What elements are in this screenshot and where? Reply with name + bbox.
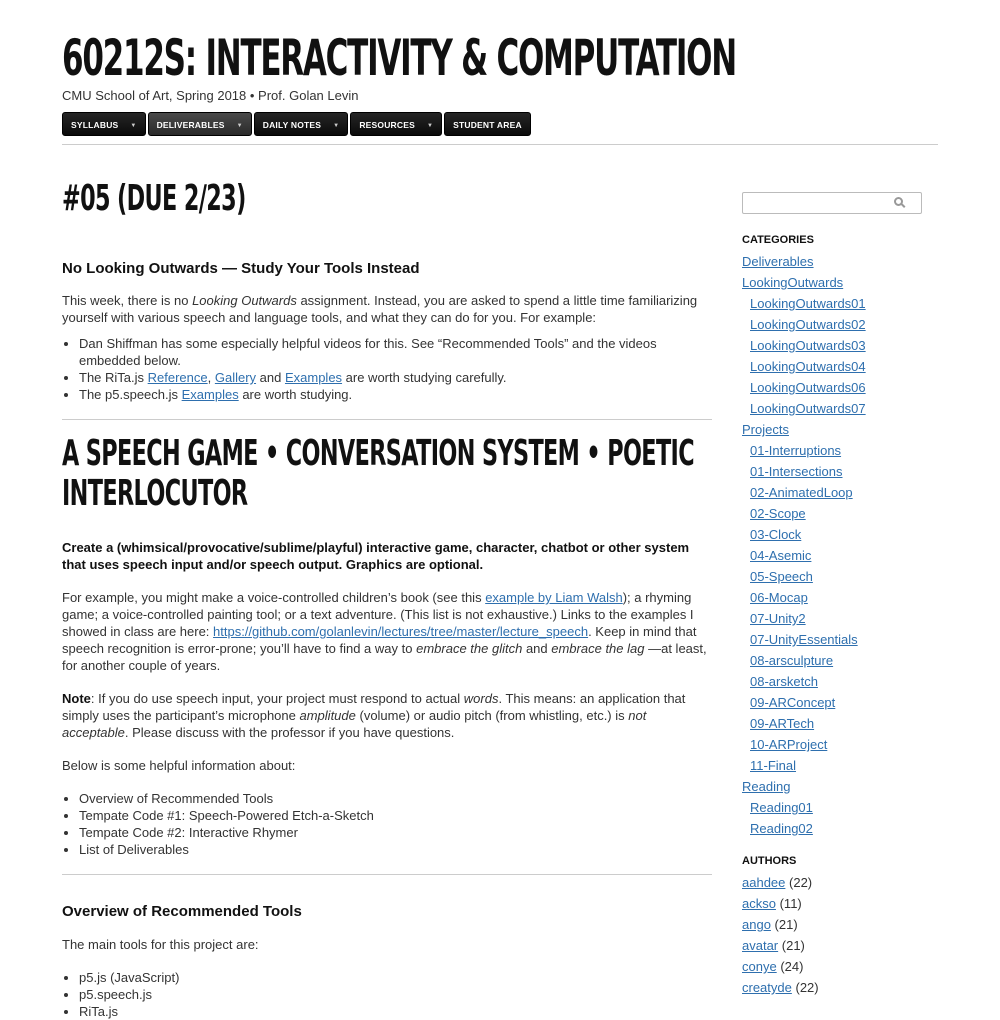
nav-label: DAILY NOTES	[262, 120, 322, 130]
contents-list	[62, 790, 712, 858]
category-link[interactable]: 05-Speech	[750, 569, 813, 584]
text: are worth studying.	[238, 387, 353, 402]
category-item	[742, 356, 942, 377]
search-input[interactable]	[742, 192, 922, 214]
category-link[interactable]: LookingOutwards03	[750, 338, 866, 353]
text: The p5.speech.js	[79, 387, 182, 402]
author-post-count: (22)	[789, 875, 813, 890]
list-item: • Tempate Code #1: Speech-Powered Etch-a-Sketch	[79, 807, 712, 824]
category-item	[742, 419, 942, 440]
category-item	[742, 377, 942, 398]
category-link[interactable]: Reading02	[750, 821, 813, 836]
category-link[interactable]: 02-Scope	[750, 506, 806, 521]
category-item	[742, 398, 942, 419]
category-item	[742, 482, 942, 503]
text: ,	[207, 370, 215, 385]
category-item	[742, 314, 942, 335]
authors-heading: AUTHORS	[742, 855, 797, 867]
category-item	[742, 587, 942, 608]
nav-item-resources[interactable]	[350, 112, 442, 136]
category-link[interactable]: 03-Clock	[750, 527, 802, 542]
author-post-count: (24)	[780, 959, 804, 974]
category-item	[742, 503, 942, 524]
main-nav	[62, 112, 531, 136]
author-item	[742, 914, 942, 935]
site-description: CMU School of Art, Spring 2018 • Prof. Golan Levin	[62, 88, 359, 103]
author-post-count: (11)	[779, 896, 802, 911]
caret-down-icon: ▼	[333, 123, 340, 129]
list-item	[79, 369, 712, 386]
author-link[interactable]: avatar	[742, 938, 779, 953]
tools-list	[62, 335, 712, 403]
list-item: • List of Deliverables	[79, 841, 712, 858]
category-link[interactable]: 06-Mocap	[750, 590, 808, 605]
category-link[interactable]: 07-UnityEssentials	[750, 632, 858, 647]
paragraph-examples	[62, 589, 712, 674]
text: —at least, for another couple of years.	[62, 641, 707, 673]
category-link[interactable]: LookingOutwards07	[750, 401, 866, 416]
emphasis: not acceptable	[62, 708, 647, 740]
emphasis: Looking Outwards	[192, 293, 297, 308]
category-item	[742, 755, 942, 776]
author-link[interactable]: ango	[742, 917, 771, 932]
category-link[interactable]: 08-arsketch	[750, 674, 818, 689]
rita-gallery-link[interactable]: Gallery	[214, 370, 257, 385]
author-item	[742, 935, 942, 956]
author-link[interactable]: conye	[742, 959, 777, 974]
author-link[interactable]: aahdee	[742, 875, 786, 890]
text: . Keep in mind that speech recognition is error-prone; you’ll have to find a way to	[62, 624, 697, 656]
section-divider	[62, 874, 712, 875]
category-link[interactable]: 11-Final	[750, 758, 797, 773]
authors-list	[742, 872, 942, 998]
text: assignment. Instead, you are asked to spend a little time familiarizing yourself with various speech and language tools, and what they can do for you. For example:	[62, 293, 698, 325]
heading-line: A SPEECH GAME • CONVERSATION SYSTEM • POETIC	[62, 433, 694, 474]
category-item	[742, 692, 942, 713]
author-link[interactable]: ackso	[742, 896, 776, 911]
caret-down-icon: ▼	[426, 123, 434, 129]
list-item: • Overview of Recommended Tools	[79, 790, 712, 807]
search-icon[interactable]	[894, 197, 903, 206]
category-item	[742, 524, 942, 545]
post-title: #05 (DUE 2/23)	[62, 178, 246, 219]
list-item: • Dan Shiffman has some especially helpful videos for this. See “Recommended Tools” and the videos embedded below.	[79, 335, 712, 369]
heading-line: INTERLOCUTOR	[62, 473, 248, 514]
category-link[interactable]: 01-Intersections	[750, 464, 843, 479]
category-link[interactable]: 02-AnimatedLoop	[750, 485, 853, 500]
nav-label: RESOURCES	[359, 120, 415, 130]
category-link[interactable]: Reading	[742, 779, 791, 794]
text: This week, there is no	[62, 293, 193, 308]
emphasis: words	[463, 691, 499, 706]
category-link[interactable]: 04-Asemic	[750, 548, 812, 563]
caret-down-icon: ▼	[130, 123, 137, 129]
category-link[interactable]: LookingOutwards02	[750, 317, 866, 332]
section-divider	[62, 419, 712, 420]
nav-label: SYLLABUS	[71, 120, 119, 130]
text: The RiTa.js	[79, 370, 148, 385]
category-item	[742, 734, 942, 755]
site-title[interactable]: 60212S: INTERACTIVITY & COMPUTATION	[62, 29, 736, 87]
list-item: • p5.speech.js	[79, 986, 712, 1003]
category-link[interactable]: LookingOutwards04	[750, 359, 866, 374]
category-item	[742, 293, 942, 314]
author-post-count: (21)	[781, 938, 805, 953]
section-heading-speech-game	[62, 434, 712, 514]
category-item	[742, 713, 942, 734]
category-item	[742, 251, 942, 272]
main-tools-list	[62, 969, 712, 1020]
category-item	[742, 461, 942, 482]
category-item	[742, 629, 942, 650]
list-item: • RiTa.js	[79, 1003, 712, 1020]
category-item	[742, 671, 942, 692]
p5speech-examples-link[interactable]: Examples	[181, 387, 239, 402]
github-lecture-speech-link[interactable]: https://github.com/golanlevin/lectures/tree/master/lecture_speech	[213, 624, 589, 639]
text: and	[522, 641, 552, 656]
text: ); a rhyming game; a voice-controlled painting tool; or a text adventure. (This list is not exhaustive.) Links to the examples I showed in class are here:	[62, 590, 694, 639]
list-item	[79, 386, 712, 403]
nav-label: STUDENT AREA	[453, 120, 522, 130]
nav-item-student-area[interactable]	[444, 112, 531, 136]
category-item	[742, 776, 942, 797]
text: : If you do use speech input, your project must respond to actual	[90, 691, 464, 706]
note-label: Note	[62, 691, 91, 706]
list-item: • p5.js (JavaScript)	[79, 969, 712, 986]
text: are worth studying carefully.	[342, 370, 507, 385]
text: and	[256, 370, 285, 385]
text: For example, you might make a voice-controlled children’s book (see this	[62, 590, 486, 605]
category-item	[742, 566, 942, 587]
author-item	[742, 872, 942, 893]
category-item	[742, 272, 942, 293]
author-item	[742, 977, 942, 998]
main-content	[62, 172, 712, 1020]
categories-list	[742, 251, 942, 839]
category-item	[742, 335, 942, 356]
nav-item-syllabus[interactable]	[62, 112, 146, 136]
category-item	[742, 818, 942, 839]
nav-item-daily-notes[interactable]	[254, 112, 349, 136]
paragraph-note	[62, 690, 712, 741]
category-link[interactable]: Deliverables	[742, 254, 814, 269]
categories-heading: CATEGORIES	[742, 234, 814, 246]
rita-reference-link[interactable]: Reference	[147, 370, 208, 385]
sidebar	[742, 192, 942, 998]
author-post-count: (21)	[774, 917, 798, 932]
section-heading-recommended-tools: Overview of Recommended Tools	[62, 903, 302, 920]
caret-down-icon: ▼	[236, 123, 243, 129]
category-item	[742, 440, 942, 461]
category-item	[742, 545, 942, 566]
section-heading-looking-outwards: No Looking Outwards — Study Your Tools Instead	[62, 260, 420, 277]
category-link[interactable]: Reading01	[750, 800, 813, 815]
category-item	[742, 797, 942, 818]
list-item: • Tempate Code #2: Interactive Rhymer	[79, 824, 712, 841]
liam-walsh-example-link[interactable]: example by Liam Walsh	[485, 590, 623, 605]
text: . Please discuss with the professor if you have questions.	[124, 725, 455, 740]
category-link[interactable]: 09-ARTech	[750, 716, 815, 731]
category-link[interactable]: 09-ARConcept	[750, 695, 836, 710]
rita-examples-link[interactable]: Examples	[284, 370, 343, 385]
category-link[interactable]: LookingOutwards	[742, 275, 844, 290]
category-link[interactable]: 01-Interruptions	[750, 443, 842, 458]
category-link[interactable]: 08-arsculpture	[750, 653, 834, 668]
category-link[interactable]: LookingOutwards06	[750, 380, 866, 395]
author-item	[742, 956, 942, 977]
paragraph-intro	[62, 292, 712, 326]
emphasis: amplitude	[299, 708, 356, 723]
author-post-count: (22)	[795, 980, 819, 995]
text: . This means: an application that simply uses the participant’s microphone	[62, 691, 686, 723]
author-link[interactable]: creatyde	[742, 980, 792, 995]
emphasis: embrace the glitch	[416, 641, 523, 656]
text: (volume) or audio pitch (from whistling, etc.) is	[355, 708, 629, 723]
category-link[interactable]: LookingOutwards01	[750, 296, 866, 311]
category-item	[742, 608, 942, 629]
category-link[interactable]: 07-Unity2	[750, 611, 806, 626]
author-item	[742, 893, 942, 914]
paragraph-main-tools: The main tools for this project are:	[62, 937, 259, 952]
nav-item-deliverables[interactable]	[148, 112, 252, 136]
category-item	[742, 650, 942, 671]
nav-label: DELIVERABLES	[156, 120, 225, 130]
category-link[interactable]: Projects	[742, 422, 789, 437]
paragraph-helpful-info: Below is some helpful information about:	[62, 758, 296, 773]
emphasis: embrace the lag	[551, 641, 645, 656]
assignment-summary: Create a (whimsical/provocative/sublime/playful) interactive game, character, chatbot or other system that uses speech input and/or speech output. Graphics are optional.	[62, 540, 690, 572]
category-link[interactable]: 10-ARProject	[750, 737, 828, 752]
header-divider	[62, 144, 938, 145]
